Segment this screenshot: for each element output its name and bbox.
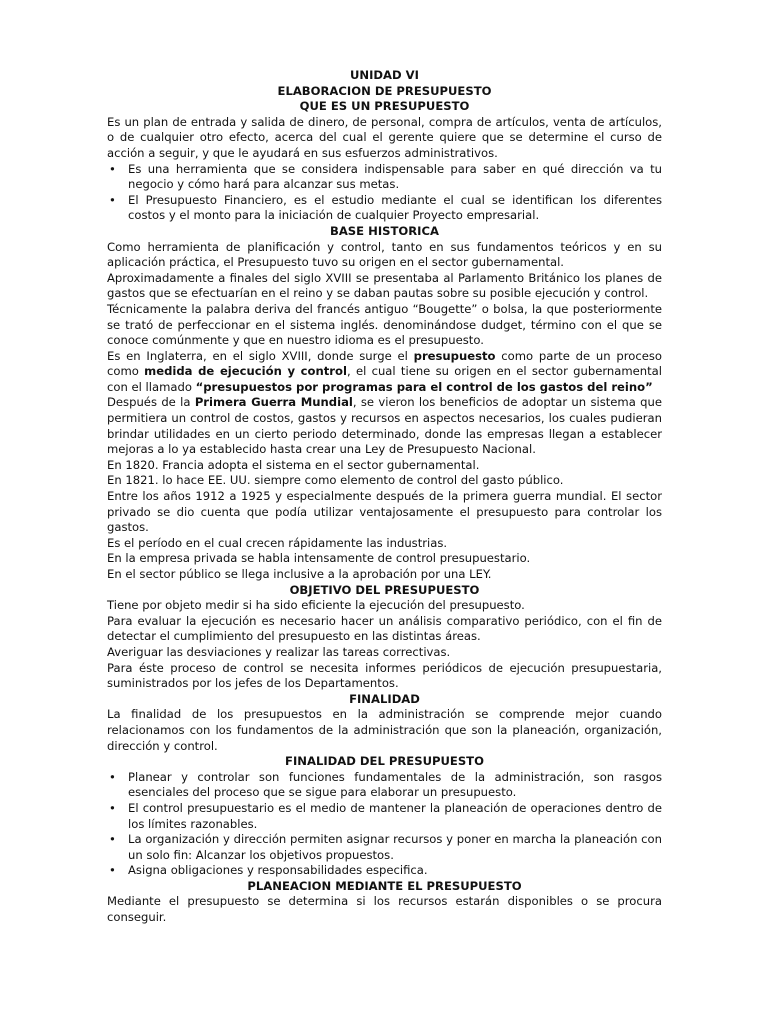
- paragraph: Entre los años 1912 a 1925 y especialmente después de la primera guerra mundial. El sector privado se dio cuenta que podía utilizar ventajosamente el presupuesto para controlar los gastos.: [107, 489, 662, 535]
- list-item: • Es una herramienta que se considera indispensable para saber en qué dirección va tu negocio y cómo hará para alcanzar sus metas.: [109, 161, 662, 192]
- intro-paragraph: Es un plan de entrada y salida de dinero, de personal, compra de artículos, venta de artículos, o de cualquier otro efecto, acerca del cual el gerente quiere que se determine el curso de acción a seguir, y que le ayudará en sus esfuerzos administrativos.: [107, 114, 662, 160]
- paragraph: Averiguar las desviaciones y realizar las tareas correctivas.: [107, 644, 451, 659]
- section-heading-objetivo: OBJETIVO DEL PRESUPUESTO: [289, 582, 480, 597]
- section-heading-finalidad-presupuesto: FINALIDAD DEL PRESUPUESTO: [285, 754, 484, 769]
- paragraph: Es en Inglaterra, en el siglo XVIII, donde surge el presupuesto como parte de un proceso como medida de ejecución y control, el cual tiene su origen en el sector gubernamental con el llamado “presupuestos por programas para el control de los gastos del reino”: [107, 348, 662, 394]
- paragraph: Es el período en el cual crecen rápidamente las industrias.: [107, 535, 448, 550]
- paragraph: En 1821. lo hace EE. UU. siempre como elemento de control del gasto público.: [107, 473, 564, 488]
- document-title: ELABORACION DE PRESUPUESTO: [277, 83, 492, 98]
- paragraph: En 1820. Francia adopta el sistema en el sector gubernamental.: [107, 457, 480, 472]
- bullet-icon: •: [109, 769, 116, 784]
- bullet-icon: •: [109, 863, 116, 878]
- bullet-icon: •: [109, 832, 116, 847]
- paragraph: Mediante el presupuesto se determina si los recursos estarán disponibles o se procura conseguir.: [107, 894, 662, 925]
- paragraph: La finalidad de los presupuestos en la administración se comprende mejor cuando relacionamos con los fundamentos de la administración que son la planeación, organización, dirección y control.: [107, 707, 662, 753]
- list-item: • Planear y controlar son funciones fundamentales de la administración, son rasgos esenciales del proceso que se sigue para elaborar un presupuesto.: [109, 769, 662, 800]
- section-heading-que-es: QUE ES UN PRESUPUESTO: [299, 99, 470, 114]
- list-item: • El Presupuesto Financiero, es el estudio mediante el cual se identifican los diferentes costos y el monto para la iniciación de cualquier Proyecto empresarial.: [109, 192, 662, 223]
- paragraph: En la empresa privada se habla intensamente de control presupuestario.: [107, 551, 531, 566]
- section-heading-finalidad: FINALIDAD: [349, 691, 420, 706]
- finalidad-bullet-list: [107, 770, 662, 879]
- unit-heading: UNIDAD VI: [350, 68, 419, 82]
- document-page: [107, 68, 662, 926]
- bullet-icon: •: [109, 192, 116, 207]
- paragraph: Tiene por objeto medir si ha sido eficiente la ejecución del presupuesto.: [107, 598, 525, 613]
- emphasis: presupuesto: [413, 348, 496, 363]
- paragraph: En el sector público se llega inclusive a la aprobación por una LEY.: [107, 567, 492, 581]
- list-item: • La organización y dirección permiten asignar recursos y poner en marcha la planeación con un solo fin: Alcanzar los objetivos propuestos.: [109, 832, 662, 862]
- paragraph: Para evaluar la ejecución es necesario hacer un análisis comparativo periódico, con el fin de detectar el cumplimiento del presupuesto en las distintas áreas.: [107, 613, 662, 644]
- bullet-icon: •: [109, 800, 116, 815]
- paragraph: Después de la Primera Guerra Mundial, se vieron los beneficios de adoptar un sistema que permitiera un control de costos, gastos y recursos en aspectos necesarios, los cuales pudieran brindar utilidades en un cierto periodo determinado, donde las empresas llegan a establecer mejoras a lo ya establecido hasta crear una Ley de Presupuesto Nacional.: [107, 395, 663, 457]
- list-item: • El control presupuestario es el medio de mantener la planeación de operaciones dentro de los límites razonables.: [109, 800, 662, 831]
- emphasis: Primera Guerra Mundial: [194, 395, 353, 410]
- paragraph: Aproximadamente a finales del siglo XVIII se presentaba al Parlamento Británico los planes de gastos que se efectuarían en el reino y se daban pautas sobre su posible ejecución y control.: [107, 270, 662, 301]
- paragraph: Como herramienta de planificación y control, tanto en sus fundamentos teóricos y en su aplicación práctica, el Presupuesto tuvo su origen en el sector gubernamental.: [107, 239, 662, 270]
- emphasis: medida de ejecución y control: [144, 364, 347, 379]
- section-heading-base-historica: BASE HISTORICA: [330, 223, 439, 238]
- section-heading-planeacion: PLANEACION MEDIANTE EL PRESUPUESTO: [247, 878, 522, 893]
- paragraph: Para éste proceso de control se necesita informes periódicos de ejecución presupuestaria, suministrados por los jefes de los Departamentos.: [107, 660, 662, 691]
- list-item: • Asigna obligaciones y responsabilidades especifica.: [109, 863, 428, 878]
- emphasis: “presupuestos por programas para el control de los gastos del reino”: [195, 379, 653, 394]
- intro-bullet-list: [107, 162, 662, 224]
- bullet-icon: •: [109, 161, 116, 176]
- paragraph: Técnicamente la palabra deriva del francés antiguo “Bougette” o bolsa, la que posteriormente se trató de perfeccionar en el sistema inglés. denominándose dudget, término con el que se conoce comúnmente y que en nuestro idioma es el presupuesto.: [107, 301, 662, 348]
